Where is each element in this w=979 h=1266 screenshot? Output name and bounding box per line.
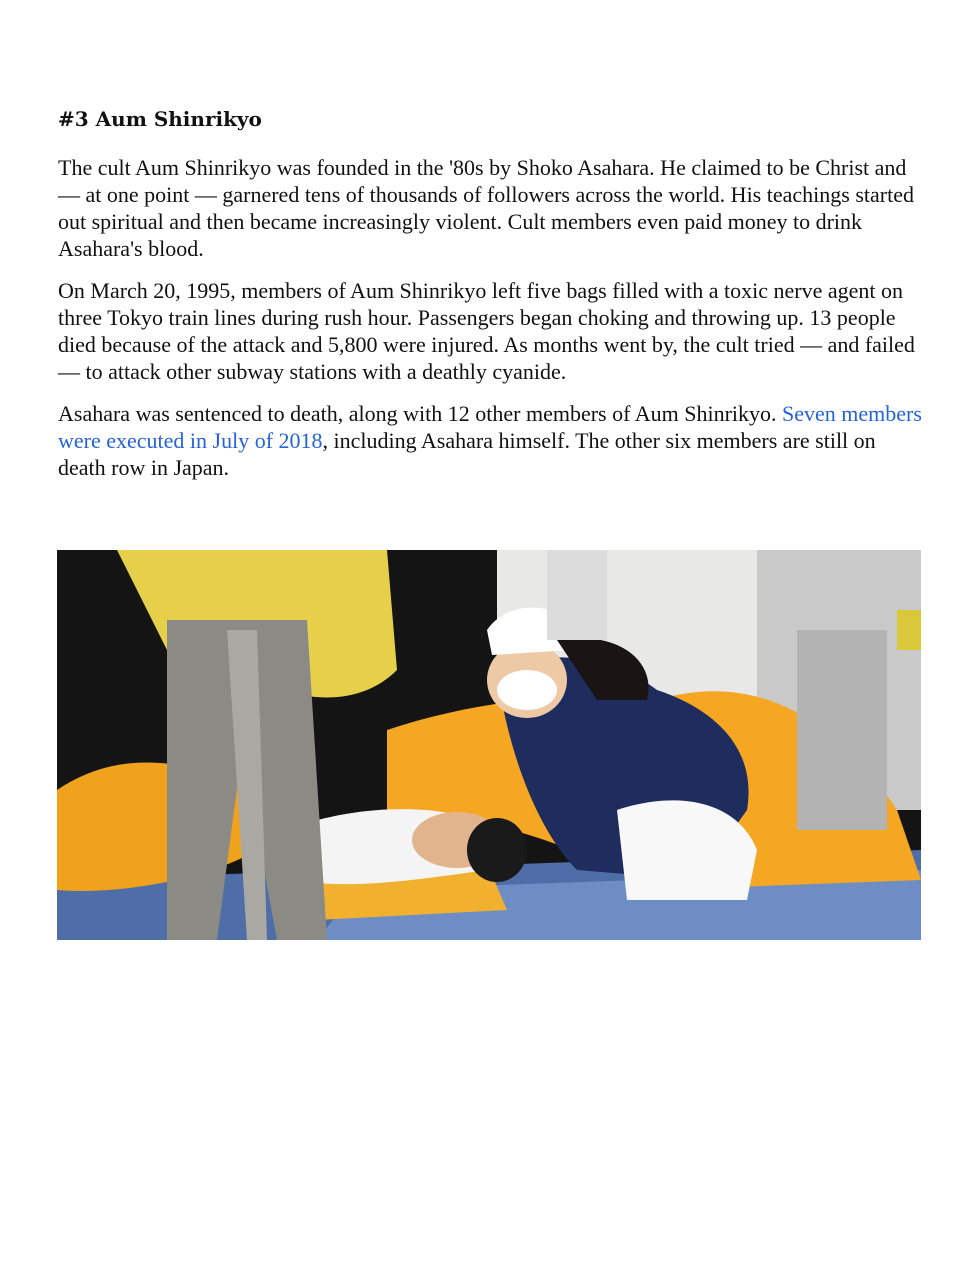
paragraph-2: On March 20, 1995, members of Aum Shinrikyo left five bags filled with a toxic nerve agent on three Tokyo train lines during rush hour. Passengers began choking and throwing up. 13 people died because of the attack and 5,800 were injured. As months went by, the cult tried — and failed — to attack other subway stations with a deathly cyanide. <box>58 278 915 384</box>
paragraph-3-text-before: Asahara was sentenced to death, along with 12 other members of Aum Shinrikyo. <box>58 401 783 426</box>
article-photo <box>57 550 921 940</box>
paragraph-1-text-b: founded in the '80s <box>310 155 484 180</box>
article <box>58 104 926 496</box>
paragraph-1-text-a: The cult Aum Shinrikyo was <box>58 155 311 180</box>
photo-illustration <box>57 550 921 940</box>
photo-patient-hair <box>467 818 527 882</box>
paragraph-3-text-after: , including Asahara himself. The other six members are still on death row in Japan. <box>58 428 876 480</box>
section-heading: #3 Aum Shinrikyo <box>58 107 262 131</box>
paragraph-3 <box>58 400 926 481</box>
photo-legs-center <box>547 550 607 640</box>
photo-legs-right <box>797 630 887 830</box>
paragraph-1 <box>58 154 926 262</box>
photo-nurse-mask <box>497 670 557 710</box>
execution-article-link[interactable]: Seven members were executed in July of 2018 <box>58 401 922 453</box>
photo-safety-vest <box>897 610 921 650</box>
paragraph-1-text-c: by Shoko Asahara. He claimed to be Christ and — at one point — garnered tens of thousands of followers across the world. His teachings started out spiritual and then became increasingly violent. Cult members even paid money to drink Asahara's blood. <box>58 155 914 261</box>
